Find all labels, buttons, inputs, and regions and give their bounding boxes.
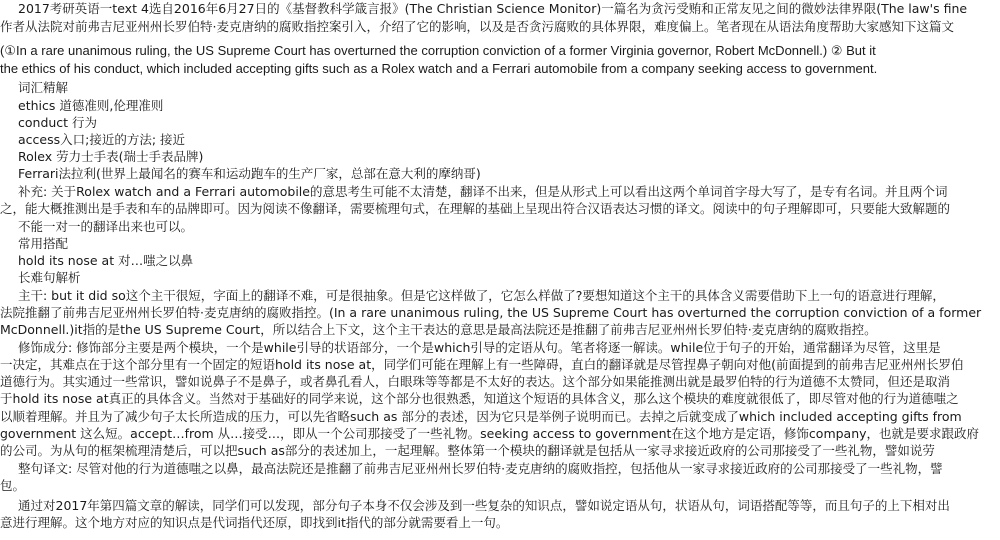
text-line-30: 意进行理解。这个地方对应的知识点是代词指代还原，即找到it指代的部分就需要看上一句。	[0, 515, 509, 530]
text-line-19: McDonnell.)it指的是the US Supreme Court，所以结合上下文，这个主干表达的意思是最高法院还是推翻了前弗吉尼亚州州长罗伯特·麦克唐纳的腐败指控。	[0, 322, 877, 337]
text-line-6: ethics 道德准则,伦理准则	[18, 98, 164, 113]
text-line-9: Rolex 劳力士手表(瑞士手表品牌)	[18, 149, 204, 164]
text-line-13: 不能一对一的翻译出来也可以。	[18, 219, 194, 234]
text-line-14: 常用搭配	[18, 236, 69, 251]
text-line-12: 之，能大概推测出是手表和车的品牌即可。因为阅读不像翻译，需要梳理句式，在理解的基础上呈现出符合汉语表达习惯的译文。阅读中的句子理解即可，只要能大致解题的	[0, 201, 951, 216]
text-line-11: 补充: 关于Rolex watch and a Ferrari automobile的意思考生可能不太清楚，翻译不出来，但是从形式上可以看出这两个单词首字母大写了，是专有名词。并且两个词	[18, 184, 948, 199]
text-line-23: 于hold its nose at真正的具体含义。当然对于基础好的同学来说，这个部分也很熟悉，知道这个短语的具体含义，那么这个模块的难度就很低了，即尽管对他的行为道德嗤之	[0, 391, 959, 406]
text-line-4: the ethics of his conduct, which included accepting gifts such as a Rolex watch and a Ferrari automobile from a company seeking access to government.	[0, 61, 878, 76]
text-line-24: 以顺着理解。并且为了减少句子太长所造成的压力，可以先省略such as 部分的表述，因为它只是举例子说明而已。去掉之后就变成了which included accepting gifts from	[0, 409, 962, 424]
text-line-28: 包。	[0, 478, 26, 493]
text-line-10: Ferrari法拉利(世界上最闻名的赛车和运动跑车的生产厂家，总部在意大利的摩纳哥)	[18, 166, 481, 181]
text-line-18: 法院推翻了前弗吉尼亚州州长罗伯特·麦克唐纳的腐败指控。(In a rare unanimous ruling, the US Supreme Court has overturned the corruption conviction of a former	[0, 305, 982, 320]
text-line-17: 主干: but it did so这个主干很短，字面上的翻译不难，可是很抽象。但是它这样做了，它怎么样做了?要想知道这个主干的具体含义需要借助下上一句的语意进行理解，	[18, 288, 945, 303]
text-line-27: 整句译文: 尽管对他的行为道德嗤之以鼻，最高法院还是推翻了前弗吉尼亚州州长罗伯特·麦克唐纳的腐败指控，包括他从一家寻求接近政府的公司那接受了一些礼物，譬	[18, 461, 943, 476]
text-line-22: 道德行为。其实通过一些常识，譬如说鼻子不是鼻子，或者鼻孔看人，白眼珠等等都是不太好的表达。这个部分如果能推测出就是最罗伯特的行为道德不太赞同，但还是取消	[0, 374, 951, 389]
text-line-3: (①In a rare unanimous ruling, the US Supreme Court has overturned the corruption conviction of a former Virginia governor, Robert McDonnell.) ② But it	[0, 43, 876, 58]
text-line-7: conduct 行为	[18, 115, 98, 130]
text-line-8: access入口;接近的方法; 接近	[18, 132, 186, 147]
text-line-16: 长难句解析	[18, 270, 81, 285]
text-line-1: 2017考研英语一text 4选自2016年6月27日的《基督教科学箴言报》(The Christian Science Monitor)一篇名为贪污受贿和正常友见之间的微妙法律界限(The law's fine	[18, 1, 968, 16]
text-line-2: 作者从法院对前弗吉尼亚州州长罗伯特·麦克唐纳的腐败指控案引入，介绍了它的影响，以及是否贪污腐败的具体界限，难度偏上。笔者现在从语法角度帮助大家感知下这篇文	[0, 19, 954, 34]
text-line-5: 词汇精解	[18, 80, 69, 95]
text-line-29: 通过对2017年第四篇文章的解读，同学们可以发现，部分句子本身不仅会涉及到一些复杂的知识点，譬如说定语从句，状语从句，词语搭配等等，而且句子的上下相对出	[18, 498, 950, 513]
text-line-21: 一决定，其难点在于这个部分里有一个固定的短语hold its nose at，同学们可能在理解上有一些障碍，直白的翻译就是尽管捏鼻子朝向对他(前面提到的前弗吉尼亚州州长罗伯	[0, 357, 964, 372]
text-line-15: hold its nose at 对…嗤之以鼻	[18, 253, 194, 268]
text-line-25: government 这么短。accept…from 从…接受…，即从一个公司那接受了一些礼物。seeking access to government在这个地方是定语，修饰company，也就是要求跟政府	[0, 426, 980, 441]
text-line-26: 的公司。为从句的框架梳理清楚后，可以把such as部分的表述加上，一起理解。整体第一个模块的翻译就是包括从一家寻求接近政府的公司那接受了一些礼物，譬如说劳	[0, 443, 935, 458]
text-line-20: 修饰成分: 修饰部分主要是两个模块，一个是while引导的状语部分，一个是which引导的定语从句。笔者将逐一解读。while位于句子的开始，通常翻译为尽管，这里是	[18, 340, 941, 355]
